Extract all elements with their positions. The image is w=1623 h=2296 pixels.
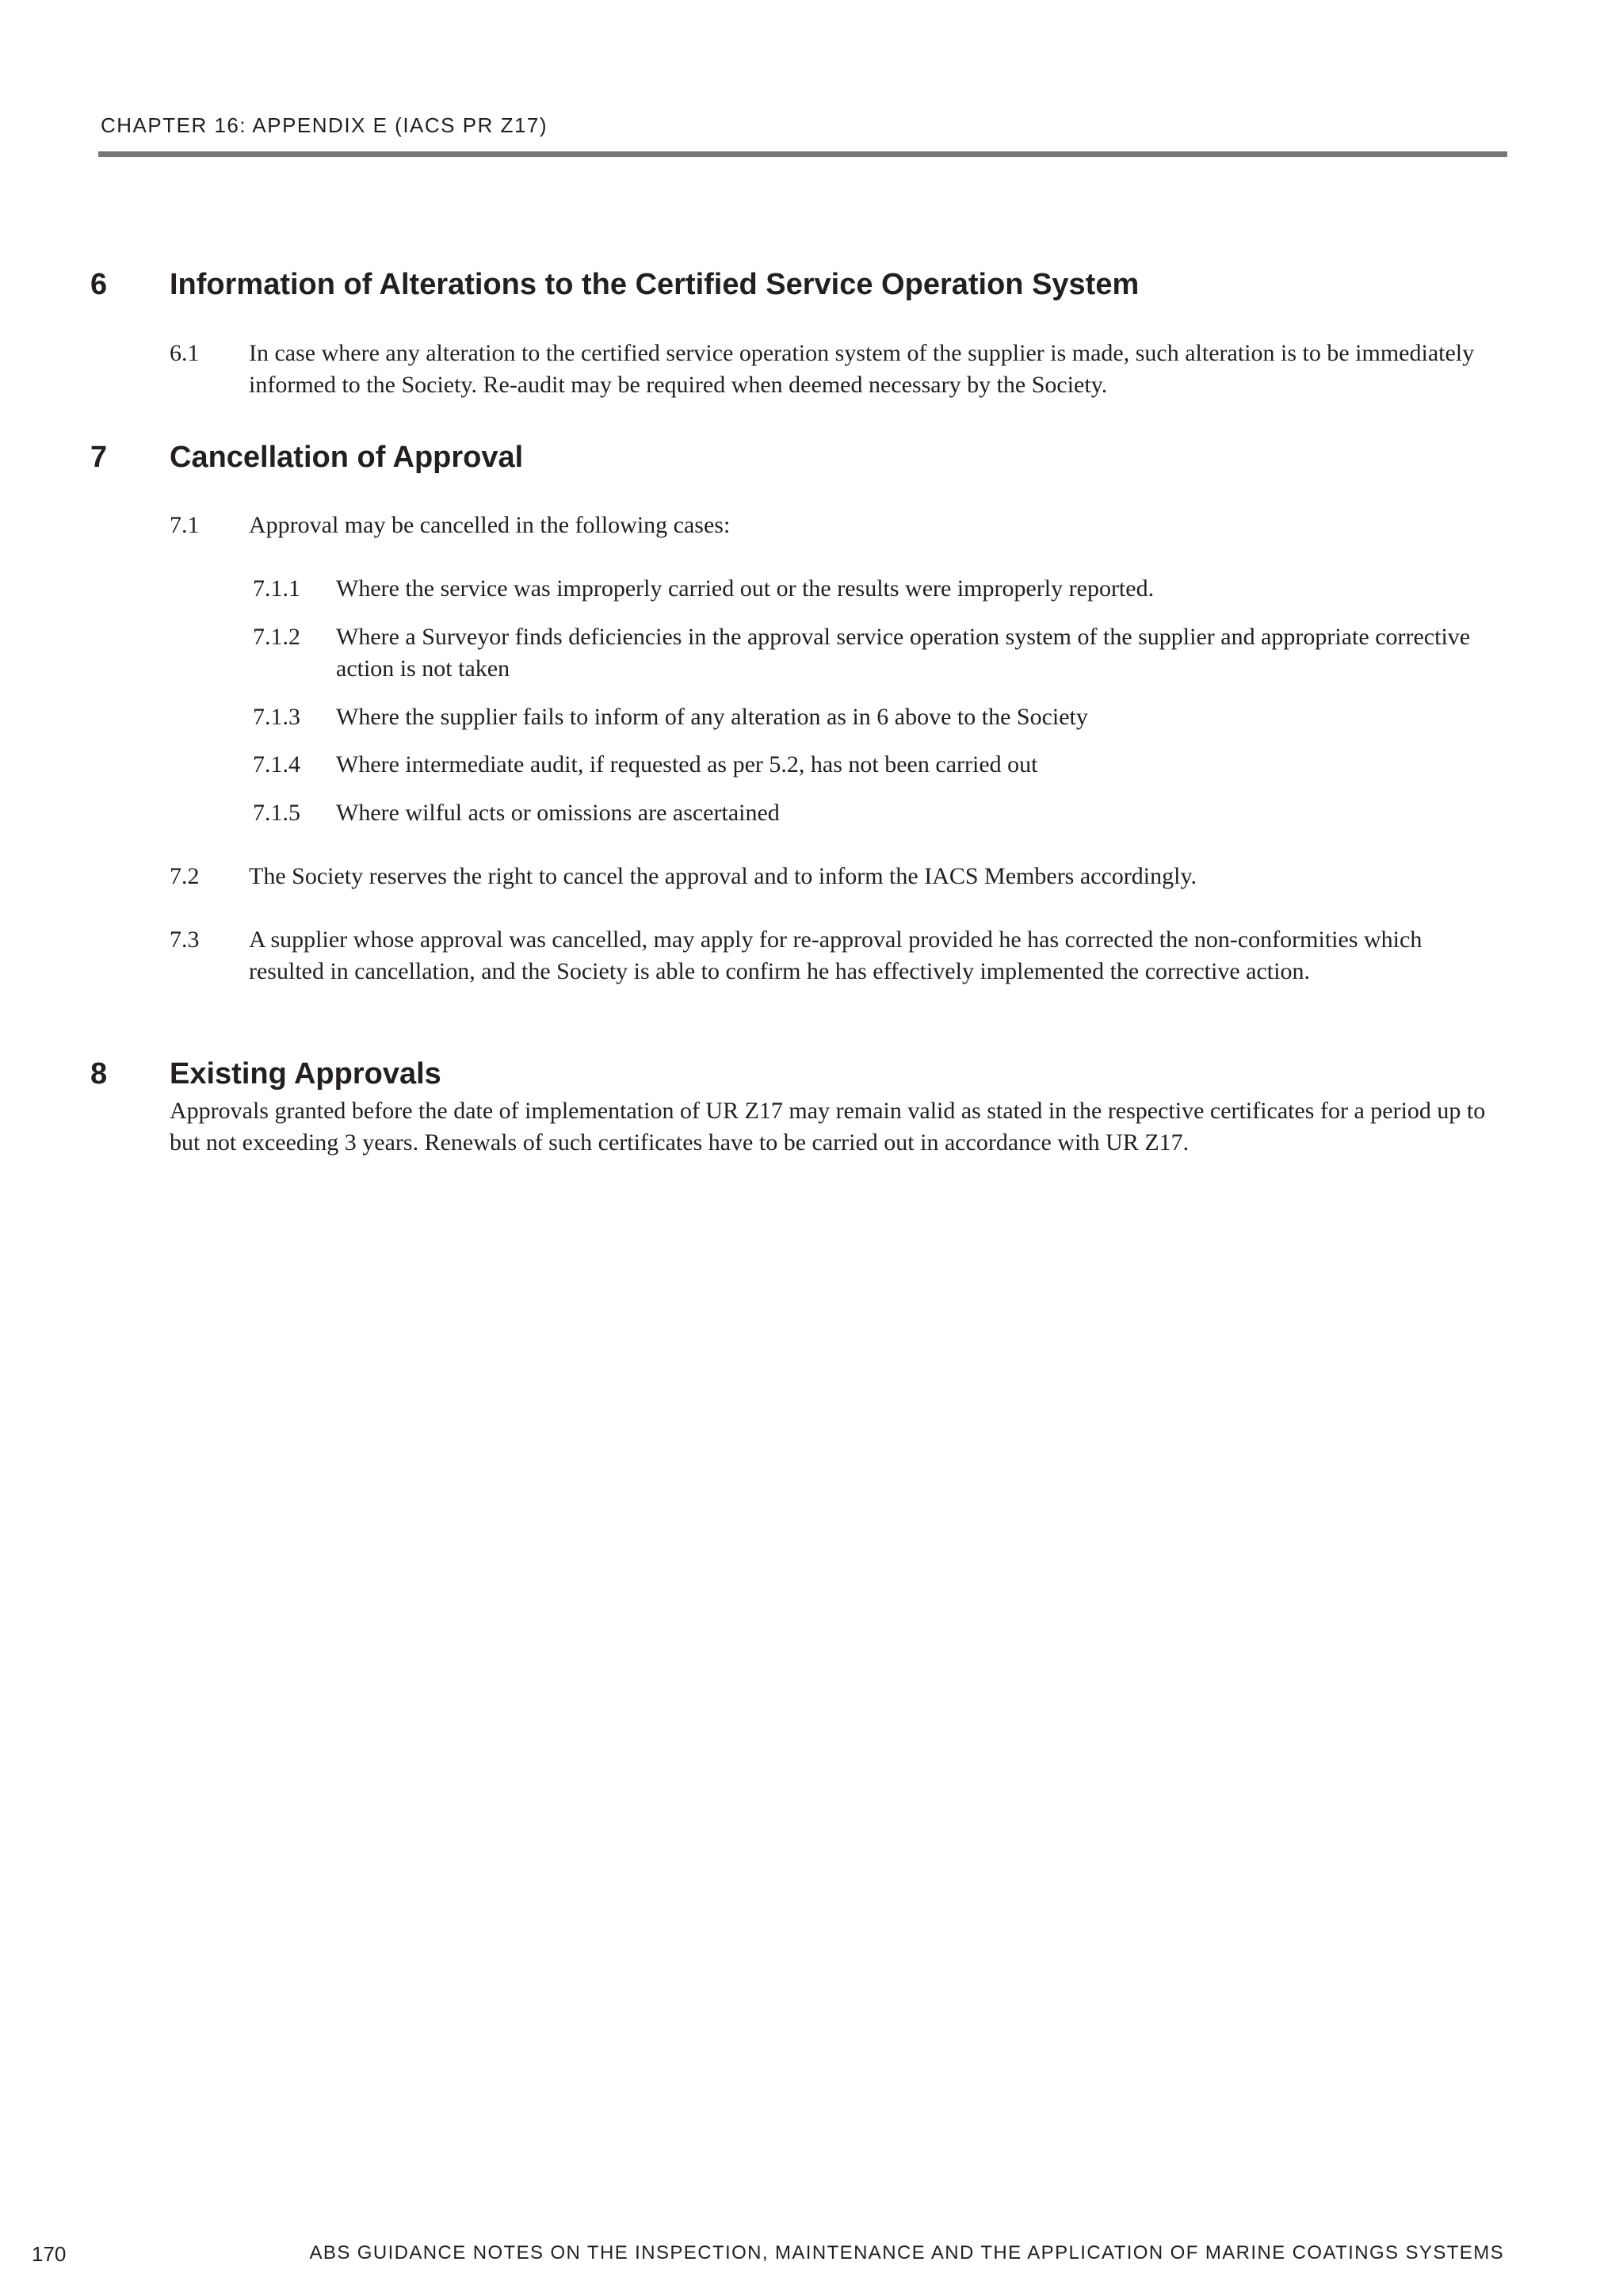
section-7-heading [90,441,524,476]
subparagraph-number: 7.1.5 [253,800,300,826]
paragraph-6-1 [170,338,1493,401]
paragraph-text: A supplier whose approval was cancelled, may apply for re-approval provided he has corrected the non-conformities which resulted in cancellation, and the Society is able to confirm he has effectively implemented the corrective action. [249,926,1423,984]
paragraph-text: The Society reserves the right to cancel the approval and to inform the IACS Members accordingly. [249,863,1197,889]
paragraph-7-3 [170,924,1493,988]
subparagraph-text: Where the supplier fails to inform of any alteration as in 6 above to the Society [336,704,1088,730]
paragraph-text: Approval may be cancelled in the following cases: [249,512,731,538]
section-number: 6 [90,268,108,301]
section-6-heading [90,268,1140,303]
paragraph-number: 7.3 [170,926,200,953]
subparagraph-number: 7.1.3 [253,704,300,730]
section-number: 8 [90,1057,108,1091]
section-title: Cancellation of Approval [170,441,524,474]
running-footer: ABS GUIDANCE NOTES ON THE INSPECTION, MAINTENANCE AND THE APPLICATION OF MARINE COATINGS SYSTEMS [309,2242,1504,2264]
subparagraph-7-1-1 [253,573,1493,605]
running-header: CHAPTER 16: APPENDIX E (IACS PR Z17) [101,113,548,137]
section-8-heading [90,1057,441,1092]
paragraph-7-2 [170,861,1493,892]
subparagraph-text: Where wilful acts or omissions are ascertained [336,800,780,826]
paragraph-text: In case where any alteration to the certified service operation system of the supplier is made, such alteration is to be immediately informed to the Society. Re-audit may be required when deemed necessary by the Society. [249,340,1475,398]
subparagraph-7-1-4 [253,749,1493,781]
paragraph-number: 7.1 [170,512,200,538]
paragraph-number: 7.2 [170,863,200,889]
paragraph-number: 6.1 [170,340,200,366]
subparagraph-text: Where a Surveyor finds deficiencies in the approval service operation system of the supplier and appropriate corrective action is not taken [336,624,1471,682]
subparagraph-text: Where intermediate audit, if requested as per 5.2, has not been carried out [336,751,1038,777]
subparagraph-7-1-2 [253,621,1493,685]
subparagraph-number: 7.1.2 [253,624,300,650]
subparagraph-number: 7.1.1 [253,575,300,602]
section-title: Existing Approvals [170,1057,441,1091]
header-rule [98,151,1507,157]
paragraph-7-1 [170,510,1493,541]
section-8-body: Approvals granted before the date of implementation of UR Z17 may remain valid as stated in the respective certificates for a period up to but not exceeding 3 years. Renewals of such certificates have to be carried out in accordance with UR Z17. [170,1098,1486,1156]
subparagraph-number: 7.1.4 [253,751,300,777]
subparagraph-text: Where the service was improperly carried out or the results were improperly reported. [336,575,1155,602]
page-number: 170 [32,2242,67,2266]
section-title: Information of Alterations to the Certified Service Operation System [170,268,1140,301]
subparagraph-7-1-3 [253,701,1493,733]
section-number: 7 [90,441,108,474]
subparagraph-7-1-5 [253,797,1493,829]
